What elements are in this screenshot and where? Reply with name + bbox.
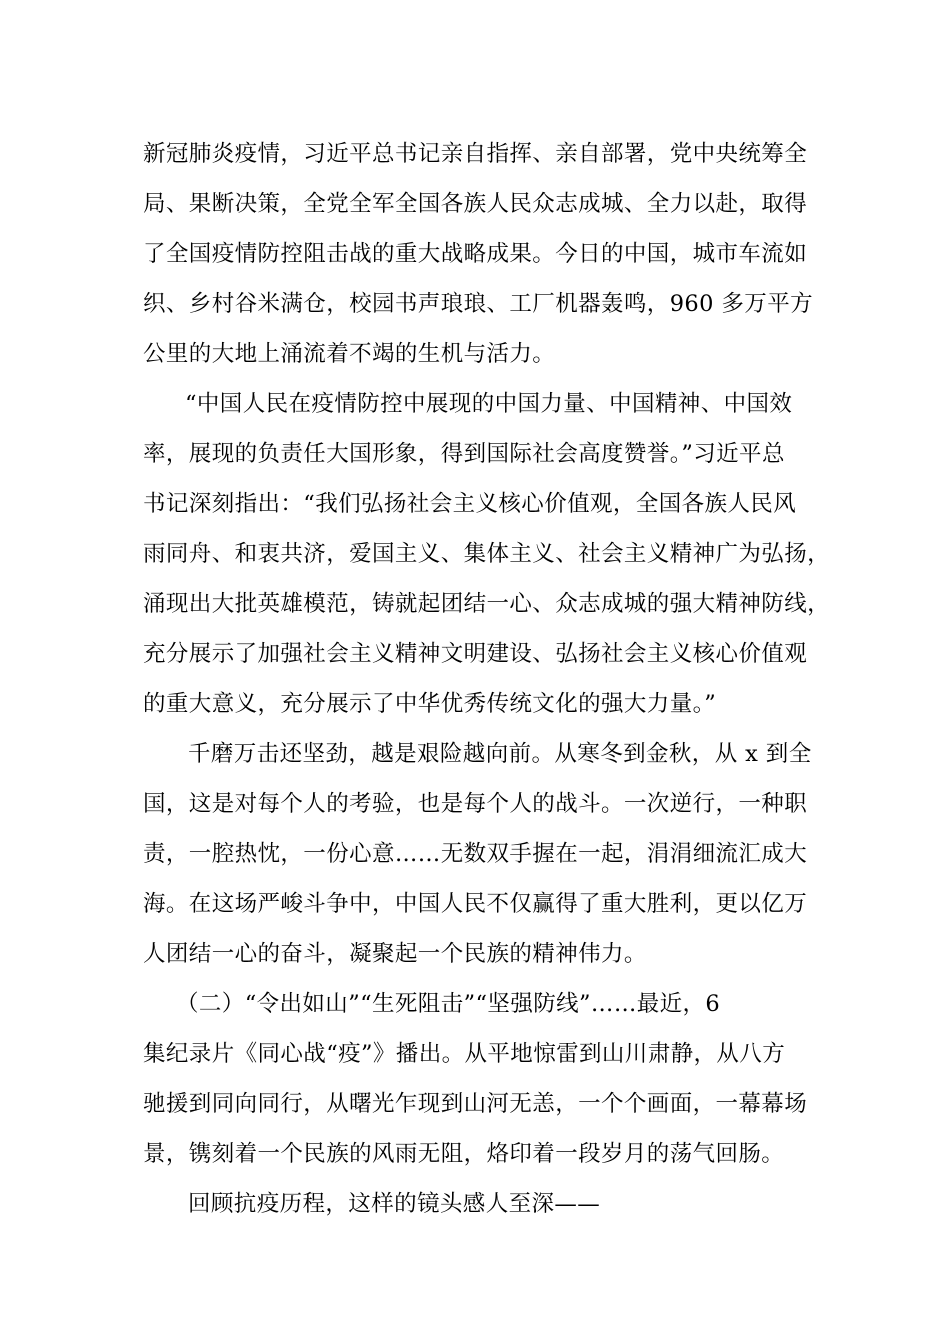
text-line: 景，镌刻着一个民族的风雨无阻，烙印着一段岁月的荡气回肠。 bbox=[143, 1141, 785, 1167]
paragraph-3 bbox=[143, 729, 823, 979]
text-line: 局、果断决策，全党全军全国各族人民众志成城、全力以赴，取得 bbox=[143, 191, 808, 217]
text-line: 雨同舟、和衷共济，爱国主义、集体主义、社会主义精神广为弘扬， bbox=[143, 541, 831, 567]
text-line: 集纪录片《同心战“疫”》播出。从平地惊雷到山川肃静，从八方 bbox=[143, 1041, 786, 1067]
text-line: 织、乡村谷米满仓，校园书声琅琅、工厂机器轰鸣，960 多万平方 bbox=[143, 291, 813, 317]
text-line: 国，这是对每个人的考验，也是每个人的战斗。一次逆行，一种职 bbox=[143, 791, 808, 817]
text-line: 回顾抗疫历程，这样的镜头感人至深—— bbox=[188, 1191, 601, 1217]
text-line: 人团结一心的奋斗，凝聚起一个民族的精神伟力。 bbox=[143, 941, 647, 967]
document-body bbox=[143, 129, 831, 1229]
text-line: 千磨万击还坚劲，越是艰险越向前。从寒冬到金秋，从 x 到全 bbox=[188, 741, 812, 767]
text-line: “中国人民在疫情防控中展现的中国力量、中国精神、中国效 bbox=[185, 391, 793, 417]
paragraph-5 bbox=[143, 1179, 823, 1229]
text-line: 的重大意义，充分展示了中华优秀传统文化的强大力量。” bbox=[143, 691, 717, 717]
text-line: 驰援到同向同行，从曙光乍现到山河无恙，一个个画面，一幕幕场 bbox=[143, 1091, 808, 1117]
text-line: 充分展示了加强社会主义精神文明建设、弘扬社会主义核心价值观 bbox=[143, 641, 808, 667]
text-line: 率，展现的负责任大国形象，得到国际社会高度赞誉。”习近平总 bbox=[143, 441, 785, 467]
paragraph-1 bbox=[143, 129, 823, 379]
text-line: 公里的大地上涌流着不竭的生机与活力。 bbox=[143, 341, 556, 367]
text-line: （二）“令出如山”“生死阻击”“坚强防线”……最近，6 bbox=[176, 991, 721, 1017]
text-line: 责，一腔热忱，一份心意……无数双手握在一起，涓涓细流汇成大 bbox=[143, 841, 808, 867]
text-line: 涌现出大批英雄模范，铸就起团结一心、众志成城的强大精神防线， bbox=[143, 591, 831, 617]
text-line: 海。在这场严峻斗争中，中国人民不仅赢得了重大胜利，更以亿万 bbox=[143, 891, 808, 917]
paragraph-4 bbox=[143, 979, 823, 1179]
text-line: 书记深刻指出：“我们弘扬社会主义核心价值观，全国各族人民风 bbox=[143, 491, 797, 517]
text-line: 新冠肺炎疫情，习近平总书记亲自指挥、亲自部署，党中央统筹全 bbox=[143, 141, 808, 167]
paragraph-2 bbox=[143, 379, 831, 729]
text-line: 了全国疫情防控阻击战的重大战略成果。今日的中国，城市车流如 bbox=[143, 241, 808, 267]
